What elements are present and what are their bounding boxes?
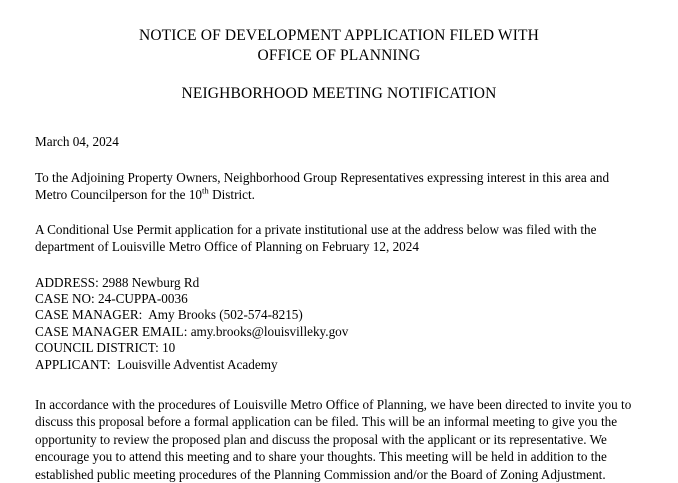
detail-value-council-district: 10 <box>158 340 176 356</box>
document-body <box>35 133 642 483</box>
case-details-list <box>35 275 642 373</box>
detail-row-case-manager <box>35 307 642 323</box>
detail-row-case-manager-email <box>35 324 642 340</box>
salutation-text-before: To the Adjoining Property Owners, Neighborhood Group Representatives expressing interest in this area and Metro Councilperson for the 10 <box>35 169 610 202</box>
detail-value-case-number: 24-CUPPA-0036 <box>94 290 188 306</box>
detail-label-case-manager: CASE MANAGER: <box>35 307 143 323</box>
detail-row-case-number <box>35 291 642 307</box>
detail-label-case-manager-email: CASE MANAGER EMAIL: <box>35 323 188 339</box>
detail-label-address: ADDRESS: <box>35 274 99 290</box>
detail-value-address: 2988 Newburg Rd <box>98 274 200 290</box>
detail-value-case-manager: Amy Brooks (502-574-8215) <box>142 307 303 323</box>
detail-value-applicant: Louisville Adventist Academy <box>110 356 278 372</box>
detail-label-case-number: CASE NO: <box>35 290 95 306</box>
detail-label-applicant: APPLICANT: <box>35 356 111 372</box>
ordinal-suffix: th <box>202 185 209 196</box>
page-title-line-1: NOTICE OF DEVELOPMENT APPLICATION FILED WITH <box>139 27 539 44</box>
document-heading <box>0 0 678 104</box>
salutation-text-after: District. <box>208 187 255 202</box>
page-subtitle: NEIGHBORHOOD MEETING NOTIFICATION <box>181 85 497 102</box>
detail-row-council-district <box>35 340 642 356</box>
detail-row-applicant <box>35 357 642 373</box>
detail-label-council-district: COUNCIL DISTRICT: <box>35 340 159 356</box>
detail-value-case-manager-email: amy.brooks@louisvilleky.gov <box>187 323 349 339</box>
salutation-paragraph <box>35 169 642 204</box>
document-date: March 04, 2024 <box>35 134 119 149</box>
page-title-line-2: OFFICE OF PLANNING <box>257 47 421 64</box>
detail-row-address <box>35 275 642 291</box>
closing-paragraph: In accordance with the procedures of Louisville Metro Office of Planning, we have been directed to invite you to discuss this proposal before a formal application can be filed. This will be an informal meeting to give you the opportunity to review the proposed plan and discuss the proposal with the applicant or its representative. We encourage you to attend this meeting and to share your thoughts. This meeting will be held in addition to the established public meeting procedures of the Planning Commission and/or the Board of Zoning Adjustment. <box>35 396 632 482</box>
application-paragraph: A Conditional Use Permit application for a private institutional use at the address below was filed with the department of Louisville Metro Office of Planning on February 12, 2024 <box>35 221 597 254</box>
